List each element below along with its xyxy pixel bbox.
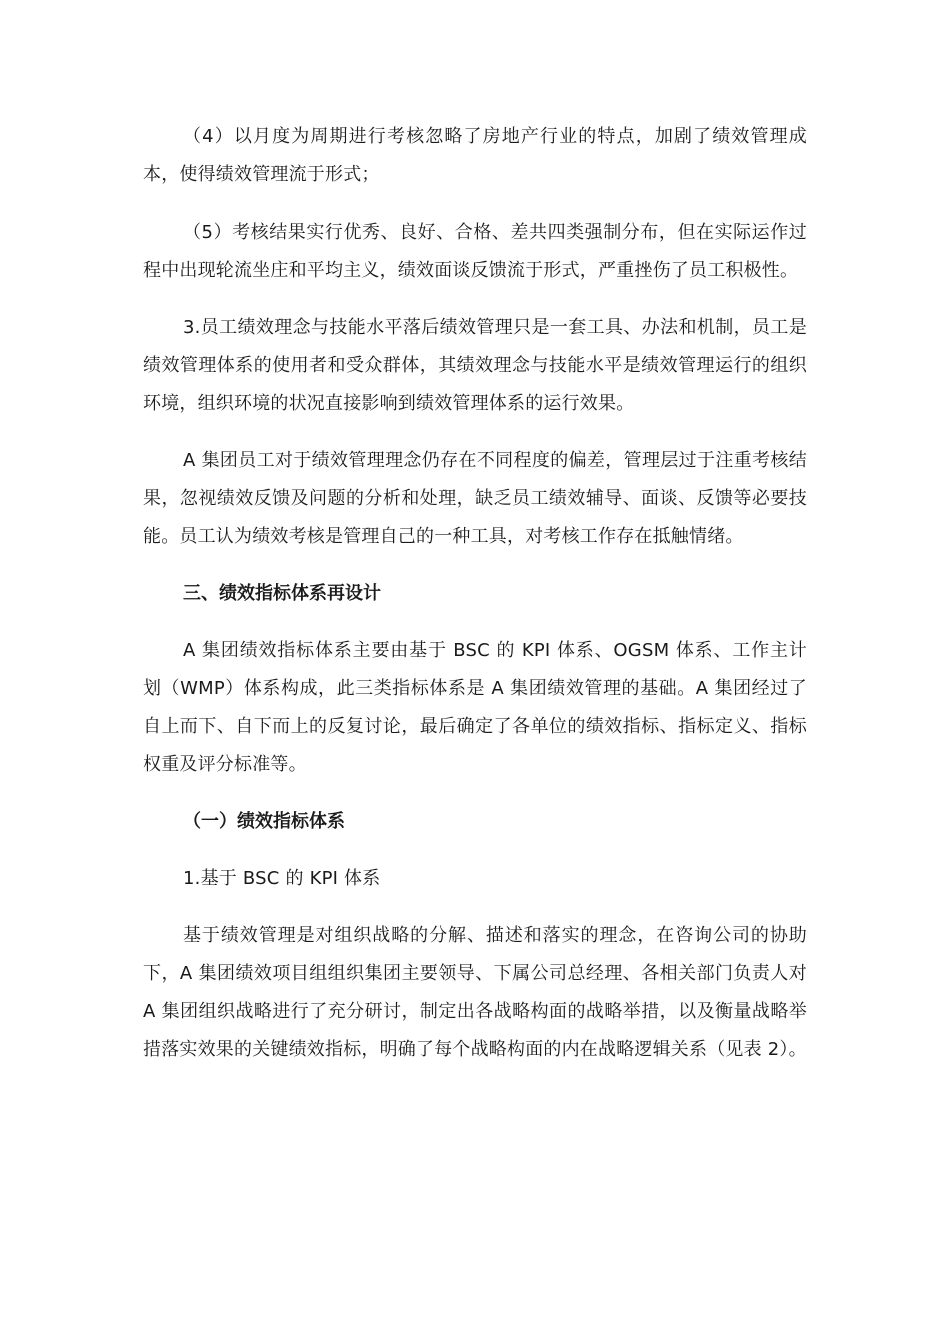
paragraph-strategy-decomposition: 基于绩效管理是对组织战略的分解、描述和落实的理念，在咨询公司的协助下，A 集团绩效项目组组织集团主要领导、下属公司总经理、各相关部门负责人对 A 集团组织战略进行了充分研讨，制定出各战略构面的战略举措，以及衡量战略举措落实效果的关键绩效指标，明确了每个战略构面的内在战略逻辑关系（见表 2）。	[143, 925, 807, 1060]
paragraph-employee-performance-concept: 3.员工绩效理念与技能水平落后绩效管理只是一套工具、办法和机制，员工是绩效管理体系的使用者和受众群体，其绩效理念与技能水平是绩效管理运行的组织环境，组织环境的状况直接影响到绩效管理体系的运行效果。	[143, 317, 807, 414]
subsection-heading-indicator-system: （一）绩效指标体系	[183, 811, 345, 832]
document-body	[143, 118, 807, 1069]
paragraph-group-staff-bias: A 集团员工对于绩效管理理念仍存在不同程度的偏差，管理层过于注重考核结果，忽视绩效反馈及问题的分析和处理，缺乏员工绩效辅导、面谈、反馈等必要技能。员工认为绩效考核是管理自己的一种工具，对考核工作存在抵触情绪。	[143, 450, 807, 547]
paragraph-item-4: （4）以月度为周期进行考核忽略了房地产行业的特点，加剧了绩效管理成本，使得绩效管理流于形式；	[143, 126, 807, 185]
paragraph-item-5: （5）考核结果实行优秀、良好、合格、差共四类强制分布，但在实际运作过程中出现轮流坐庄和平均主义，绩效面谈反馈流于形式，严重挫伤了员工积极性。	[143, 222, 807, 281]
subheading-bsc-kpi: 1.基于 BSC 的 KPI 体系	[183, 868, 381, 889]
section-heading-redesign: 三、绩效指标体系再设计	[183, 583, 381, 604]
paragraph-indicator-system-composition: A 集团绩效指标体系主要由基于 BSC 的 KPI 体系、OGSM 体系、工作主计划（WMP）体系构成，此三类指标体系是 A 集团绩效管理的基础。A 集团经过了自上而下、自下而上的反复讨论，最后确定了各单位的绩效指标、指标定义、指标权重及评分标准等。	[143, 640, 807, 775]
